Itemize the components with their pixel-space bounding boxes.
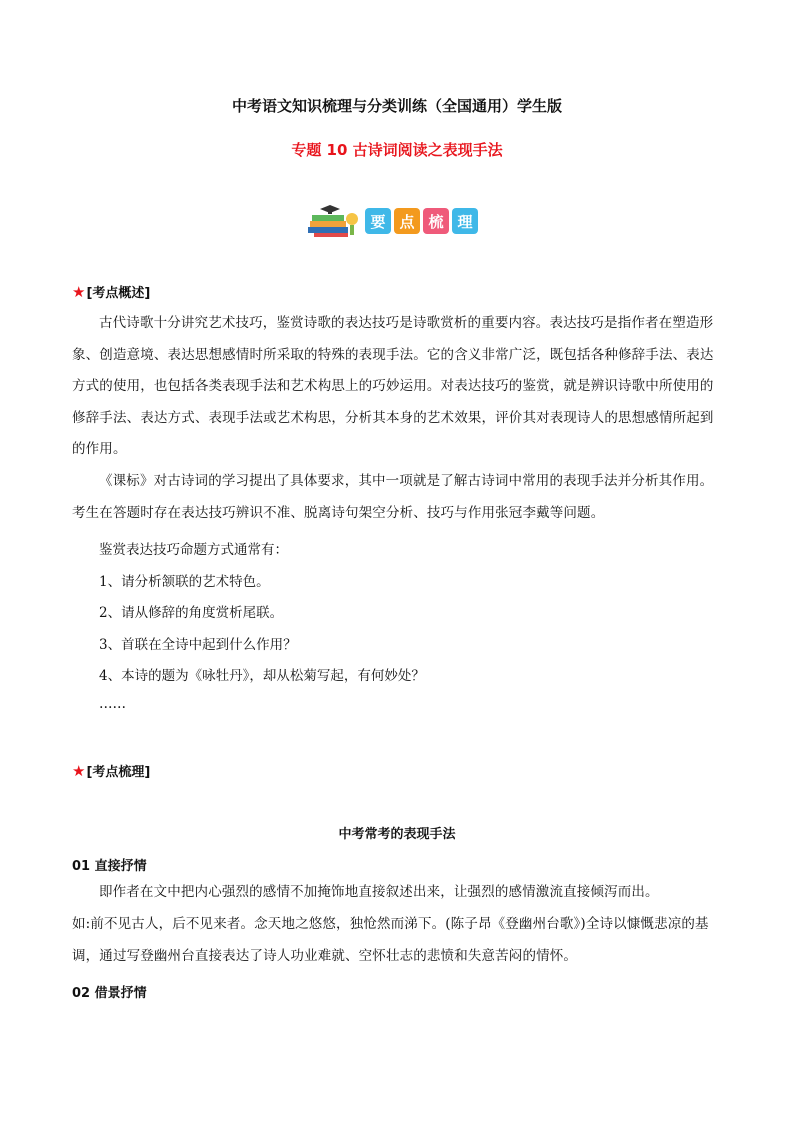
question-intro: 鉴赏表达技巧命题方式通常有：	[99, 542, 288, 558]
question-2: 2、请从修辞的角度赏析尾联。	[99, 605, 284, 621]
review-heading: ★[考点梳理]	[72, 762, 151, 780]
item-2-heading: 02 借景抒情	[72, 986, 147, 1001]
item-1-description: 即作者在文中把内心强烈的感情不加掩饰地直接叙述出来，让强烈的感情激流直接倾泻而出。	[99, 884, 659, 900]
item-1-example: 如:前不见古人，后不见来者。念天地之悠悠，独怆然而涕下。(陈子昂《登幽州台歌》)全诗以慷慨悲凉的基调，通过写登幽州台直接表达了诗人功业难就、空怀壮志的悲愤和失意苦闷的情怀。	[72, 916, 709, 964]
question-1: 1、请分析颔联的艺术特色。	[99, 574, 270, 590]
overview-paragraph-2: 《课标》对古诗词的学习提出了具体要求，其中一项就是了解古诗词中常用的表现手法并分析其作用。考生在答题时存在表达技巧辨识不准、脱离诗句架空分析、技巧与作用张冠李戴等问题。	[72, 473, 714, 521]
banner-tile-2: 点	[394, 208, 420, 234]
common-techniques-heading: 中考常考的表现手法	[338, 827, 456, 842]
books-illustration-icon	[306, 203, 362, 239]
banner-tile-4: 理	[452, 208, 478, 234]
star-icon: ★	[72, 283, 86, 301]
star-icon: ★	[72, 762, 86, 780]
item-1-heading: 01 直接抒情	[72, 859, 147, 874]
question-4: 4、本诗的题为《咏牡丹》，却从松菊写起，有何妙处？	[99, 668, 425, 684]
overview-heading: ★[考点概述]	[72, 283, 151, 301]
ellipsis: ……	[99, 696, 126, 712]
overview-paragraph-1: 古代诗歌十分讲究艺术技巧，鉴赏诗歌的表达技巧是诗歌赏析的重要内容。表达技巧是指作者在塑造形象、创造意境、表达思想感情时所采取的特殊的表现手法。它的含义非常广泛，既包括各种修辞手法、表达方式的使用，也包括各类表现手法和艺术构思上的巧妙运用。对表达技巧的鉴赏，就是辨识诗歌中所使用的修辞手法、表达方式、表现手法或艺术构思，分析其本身的艺术效果，评价其对表现诗人的思想感情所起到的作用。	[72, 315, 714, 457]
document-subtitle: 专题 10 古诗词阅读之表现手法	[291, 141, 503, 159]
banner-tile-1: 要	[365, 208, 391, 234]
document-title: 中考语文知识梳理与分类训练（全国通用）学生版	[231, 97, 562, 115]
banner-tile-3: 梳	[423, 208, 449, 234]
question-3: 3、首联在全诗中起到什么作用？	[99, 637, 297, 653]
key-points-banner	[306, 203, 478, 239]
